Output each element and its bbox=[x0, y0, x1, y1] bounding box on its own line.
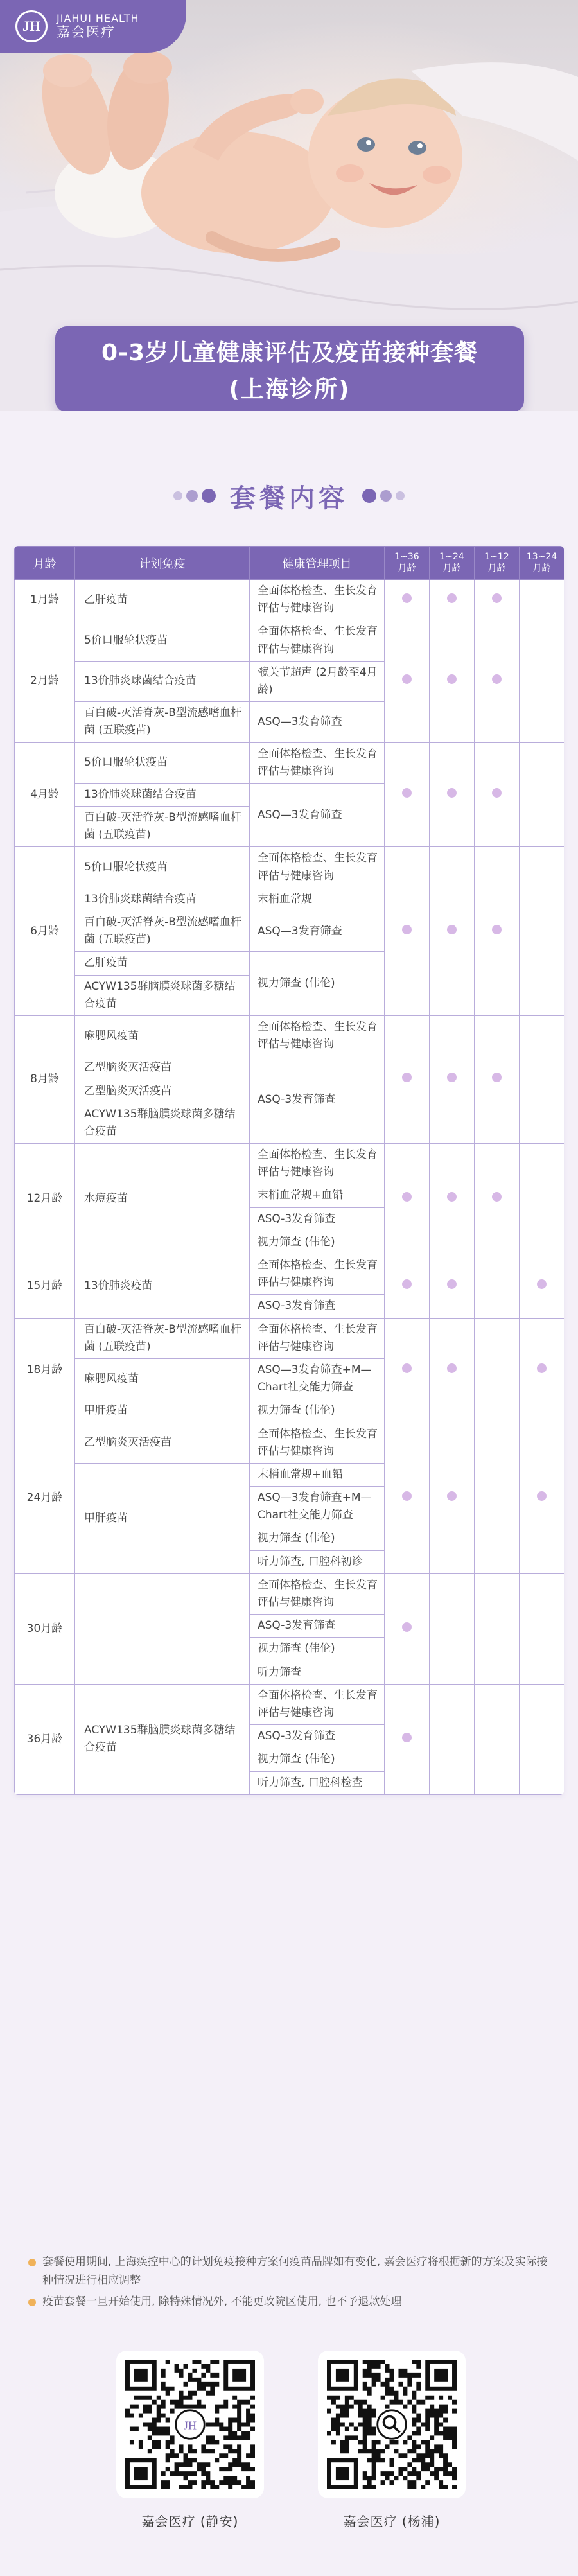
plan-mark-cell bbox=[430, 580, 475, 620]
age-cell: 36月龄 bbox=[15, 1684, 75, 1794]
plan-mark-cell bbox=[475, 1684, 520, 1794]
col-header-1-24: 1~24 月龄 bbox=[430, 547, 475, 580]
included-dot-icon bbox=[402, 1073, 412, 1082]
included-dot-icon bbox=[537, 1363, 547, 1373]
vaccine-cell: 乙型脑炎灭活疫苗 bbox=[75, 1080, 250, 1103]
plan-mark-cell bbox=[385, 1684, 430, 1794]
title-line-1: 0-3岁儿童健康评估及疫苗接种套餐 bbox=[101, 340, 478, 366]
included-dot-icon bbox=[447, 1279, 457, 1289]
vaccine-cell bbox=[75, 1573, 250, 1684]
plan-mark-cell bbox=[520, 1573, 565, 1684]
qr-code-image bbox=[327, 2360, 457, 2489]
included-dot-icon bbox=[402, 1279, 412, 1289]
health-cell: ASQ—3发育筛查+M—Chart社交能力筛查 bbox=[250, 1487, 385, 1527]
col-header-vaccine: 计划免疫 bbox=[75, 547, 250, 580]
page-title bbox=[55, 326, 524, 411]
health-cell: 听力筛查, 口腔科初诊 bbox=[250, 1550, 385, 1573]
table-row bbox=[15, 1684, 565, 1724]
section-header bbox=[0, 477, 578, 515]
included-dot-icon bbox=[447, 593, 457, 603]
decor-dots-right bbox=[362, 489, 405, 503]
table-row bbox=[15, 1573, 565, 1614]
vaccine-cell: 水痘疫苗 bbox=[75, 1144, 250, 1254]
health-cell: ASQ—3发育筛查 bbox=[250, 702, 385, 742]
plan-mark-cell bbox=[385, 1015, 430, 1143]
included-dot-icon bbox=[447, 788, 457, 798]
age-cell: 4月龄 bbox=[15, 742, 75, 847]
note-item bbox=[28, 2293, 555, 2311]
health-cell: 全面体格检查、生长发育评估与健康咨询 bbox=[250, 1015, 385, 1056]
qr-label: 嘉会医疗 (杨浦) bbox=[343, 2514, 441, 2529]
col-header-1-12: 1~12 月龄 bbox=[475, 547, 520, 580]
included-dot-icon bbox=[402, 1733, 412, 1742]
vaccine-cell: ACYW135群脑膜炎球菌多糖结合疫苗 bbox=[75, 1684, 250, 1794]
age-cell: 1月龄 bbox=[15, 580, 75, 620]
age-cell: 8月龄 bbox=[15, 1015, 75, 1143]
table-row bbox=[15, 847, 565, 888]
plan-mark-cell bbox=[520, 847, 565, 1016]
plan-mark-cell bbox=[430, 1318, 475, 1423]
plan-mark-cell bbox=[385, 580, 430, 620]
plan-mark-cell bbox=[385, 1254, 430, 1319]
vaccine-cell: 百白破-灭活脊灰-B型流感嗜血杆菌 (五联疫苗) bbox=[75, 807, 250, 847]
included-dot-icon bbox=[402, 674, 412, 684]
included-dot-icon bbox=[402, 788, 412, 798]
plan-mark-cell bbox=[475, 847, 520, 1016]
table-row bbox=[15, 580, 565, 620]
vaccine-cell: ACYW135群脑膜炎球菌多糖结合疫苗 bbox=[75, 975, 250, 1015]
included-dot-icon bbox=[447, 925, 457, 934]
vaccine-cell: 百白破-灭活脊灰-B型流感嗜血杆菌 (五联疫苗) bbox=[75, 911, 250, 952]
plan-mark-cell bbox=[430, 1684, 475, 1794]
age-cell: 18月龄 bbox=[15, 1318, 75, 1423]
age-cell: 12月龄 bbox=[15, 1144, 75, 1254]
vaccine-cell: 甲肝疫苗 bbox=[75, 1463, 250, 1573]
age-cell: 6月龄 bbox=[15, 847, 75, 1016]
note-item bbox=[28, 2253, 555, 2290]
vaccine-cell: 5价口服轮状疫苗 bbox=[75, 620, 250, 661]
qr-jingan bbox=[113, 2351, 267, 2530]
plan-mark-cell bbox=[520, 580, 565, 620]
age-cell: 15月龄 bbox=[15, 1254, 75, 1319]
title-line-2: (上海诊所) bbox=[229, 376, 351, 403]
health-cell: 视力筛查 (伟伦) bbox=[250, 952, 385, 1016]
included-dot-icon bbox=[447, 1073, 457, 1082]
plan-mark-cell bbox=[520, 1015, 565, 1143]
included-dot-icon bbox=[402, 1363, 412, 1373]
plan-mark-cell bbox=[475, 580, 520, 620]
plan-mark-cell bbox=[385, 1144, 430, 1254]
package-table bbox=[14, 546, 564, 1795]
plan-mark-cell bbox=[385, 1318, 430, 1423]
brand-name-cn: 嘉会医疗 bbox=[57, 24, 116, 40]
svg-text:JH: JH bbox=[183, 2419, 197, 2432]
health-cell: ASQ—3发育筛查 bbox=[250, 783, 385, 847]
health-cell: 全面体格检查、生长发育评估与健康咨询 bbox=[250, 620, 385, 661]
health-cell: 末梢血常规+血铅 bbox=[250, 1184, 385, 1207]
plan-mark-cell bbox=[385, 847, 430, 1016]
health-cell: 视力筛查 (伟伦) bbox=[250, 1399, 385, 1423]
col-header-age: 月龄 bbox=[15, 547, 75, 580]
included-dot-icon bbox=[492, 1192, 502, 1202]
health-cell: 全面体格检查、生长发育评估与健康咨询 bbox=[250, 1684, 385, 1724]
note-text: 疫苗套餐一旦开始使用, 除特殊情况外, 不能更改院区使用, 也不予退款处理 bbox=[42, 2295, 402, 2308]
plan-mark-cell bbox=[520, 1423, 565, 1573]
plan-mark-cell bbox=[475, 1423, 520, 1573]
vaccine-cell: 乙肝疫苗 bbox=[75, 580, 250, 620]
plan-mark-cell bbox=[520, 742, 565, 847]
included-dot-icon bbox=[447, 674, 457, 684]
plan-mark-cell bbox=[385, 1423, 430, 1573]
included-dot-icon bbox=[492, 593, 502, 603]
qr-label: 嘉会医疗 (静安) bbox=[141, 2514, 239, 2529]
health-cell: ASQ-3发育筛查 bbox=[250, 1615, 385, 1638]
table-row bbox=[15, 1423, 565, 1463]
vaccine-cell: 百白破-灭活脊灰-B型流感嗜血杆菌 (五联疫苗) bbox=[75, 702, 250, 742]
decor-dots-left bbox=[173, 489, 216, 503]
plan-mark-cell bbox=[520, 1144, 565, 1254]
included-dot-icon bbox=[492, 925, 502, 934]
plan-mark-cell bbox=[475, 742, 520, 847]
included-dot-icon bbox=[537, 1279, 547, 1289]
table-row bbox=[15, 620, 565, 661]
included-dot-icon bbox=[447, 1192, 457, 1202]
vaccine-cell: 甲肝疫苗 bbox=[75, 1399, 250, 1423]
plan-mark-cell bbox=[520, 1318, 565, 1423]
brand-logo bbox=[0, 0, 186, 53]
qr-code[interactable] bbox=[318, 2351, 466, 2498]
table-row bbox=[15, 1144, 565, 1184]
qr-code-image bbox=[125, 2360, 255, 2489]
plan-mark-cell bbox=[430, 620, 475, 742]
health-cell: ASQ—3发育筛查 bbox=[250, 911, 385, 952]
col-header-13-24: 13~24 月龄 bbox=[520, 547, 565, 580]
plan-mark-cell bbox=[430, 1144, 475, 1254]
plan-mark-cell bbox=[520, 620, 565, 742]
included-dot-icon bbox=[402, 1192, 412, 1202]
plan-mark-cell bbox=[520, 1254, 565, 1319]
vaccine-cell: ACYW135群脑膜炎球菌多糖结合疫苗 bbox=[75, 1103, 250, 1143]
plan-mark-cell bbox=[475, 1573, 520, 1684]
health-cell: 全面体格检查、生长发育评估与健康咨询 bbox=[250, 580, 385, 620]
health-cell: 听力筛查, 口腔科检查 bbox=[250, 1771, 385, 1794]
age-cell: 2月龄 bbox=[15, 620, 75, 742]
plan-mark-cell bbox=[430, 1573, 475, 1684]
plan-mark-cell bbox=[385, 1573, 430, 1684]
plan-mark-cell bbox=[430, 1423, 475, 1573]
vaccine-cell: 乙肝疫苗 bbox=[75, 952, 250, 975]
plan-mark-cell bbox=[430, 847, 475, 1016]
health-cell: ASQ-3发育筛查 bbox=[250, 1725, 385, 1748]
plan-mark-cell bbox=[475, 620, 520, 742]
plan-mark-cell bbox=[475, 1254, 520, 1319]
plan-mark-cell bbox=[430, 1254, 475, 1319]
included-dot-icon bbox=[492, 788, 502, 798]
included-dot-icon bbox=[492, 674, 502, 684]
included-dot-icon bbox=[447, 1363, 457, 1373]
vaccine-cell: 13价肺炎球菌结合疫苗 bbox=[75, 888, 250, 911]
health-cell: ASQ-3发育筛查 bbox=[250, 1295, 385, 1318]
health-cell: 视力筛查 (伟伦) bbox=[250, 1638, 385, 1661]
vaccine-cell: 13价肺炎球菌结合疫苗 bbox=[75, 783, 250, 806]
qr-yangpu bbox=[315, 2351, 469, 2530]
included-dot-icon bbox=[447, 1491, 457, 1501]
health-cell: 髋关节超声 (2月龄至4月龄) bbox=[250, 661, 385, 701]
health-cell: ASQ—3发育筛查+M—Chart社交能力筛查 bbox=[250, 1358, 385, 1399]
included-dot-icon bbox=[402, 925, 412, 934]
qr-code[interactable] bbox=[116, 2351, 264, 2498]
plan-mark-cell bbox=[520, 1684, 565, 1794]
vaccine-cell: 麻腮风疫苗 bbox=[75, 1358, 250, 1399]
plan-mark-cell bbox=[475, 1015, 520, 1143]
table-row bbox=[15, 1318, 565, 1358]
plan-mark-cell bbox=[430, 742, 475, 847]
health-cell: 全面体格检查、生长发育评估与健康咨询 bbox=[250, 1318, 385, 1358]
plan-mark-cell bbox=[430, 1015, 475, 1143]
health-cell: 视力筛查 (伟伦) bbox=[250, 1231, 385, 1254]
plan-mark-cell bbox=[475, 1318, 520, 1423]
plan-mark-cell bbox=[385, 620, 430, 742]
health-cell: 全面体格检查、生长发育评估与健康咨询 bbox=[250, 1573, 385, 1614]
health-cell: 末梢血常规+血铅 bbox=[250, 1463, 385, 1486]
brand-name-en: JIAHUI HEALTH bbox=[57, 12, 139, 24]
col-header-1-36: 1~36 月龄 bbox=[385, 547, 430, 580]
table-header-row bbox=[15, 547, 565, 580]
bullet-icon bbox=[28, 2299, 36, 2306]
plan-mark-cell bbox=[385, 742, 430, 847]
table-row bbox=[15, 1015, 565, 1056]
plan-mark-cell bbox=[475, 1144, 520, 1254]
vaccine-cell: 麻腮风疫苗 bbox=[75, 1015, 250, 1056]
health-cell: 全面体格检查、生长发育评估与健康咨询 bbox=[250, 847, 385, 888]
table-row bbox=[15, 1254, 565, 1295]
vaccine-cell: 乙型脑炎灭活疫苗 bbox=[75, 1423, 250, 1463]
health-cell: 听力筛查 bbox=[250, 1661, 385, 1684]
included-dot-icon bbox=[402, 1622, 412, 1632]
hero-banner bbox=[0, 0, 578, 411]
jiahui-logo-icon: JH bbox=[15, 10, 48, 42]
health-cell: 全面体格检查、生长发育评估与健康咨询 bbox=[250, 1254, 385, 1295]
included-dot-icon bbox=[492, 1073, 502, 1082]
vaccine-cell: 百白破-灭活脊灰-B型流感嗜血杆菌 (五联疫苗) bbox=[75, 1318, 250, 1358]
vaccine-cell: 13价肺炎疫苗 bbox=[75, 1254, 250, 1319]
health-cell: ASQ-3发育筛查 bbox=[250, 1056, 385, 1144]
health-cell: ASQ-3发育筛查 bbox=[250, 1207, 385, 1231]
included-dot-icon bbox=[402, 593, 412, 603]
health-cell: 全面体格检查、生长发育评估与健康咨询 bbox=[250, 742, 385, 783]
table-row bbox=[15, 742, 565, 783]
vaccine-cell: 5价口服轮状疫苗 bbox=[75, 742, 250, 783]
health-cell: 全面体格检查、生长发育评估与健康咨询 bbox=[250, 1144, 385, 1184]
age-cell: 30月龄 bbox=[15, 1573, 75, 1684]
vaccine-cell: 5价口服轮状疫苗 bbox=[75, 847, 250, 888]
vaccine-cell: 13价肺炎球菌结合疫苗 bbox=[75, 661, 250, 701]
included-dot-icon bbox=[402, 1491, 412, 1501]
vaccine-cell: 乙型脑炎灭活疫苗 bbox=[75, 1056, 250, 1080]
age-cell: 24月龄 bbox=[15, 1423, 75, 1573]
section-title: 套餐内容 bbox=[230, 483, 348, 513]
note-text: 套餐使用期间, 上海疾控中心的计划免疫接种方案何疫苗品牌如有变化, 嘉会医疗将根据新的方案及实际接种情况进行相应调整 bbox=[42, 2256, 548, 2287]
health-cell: 视力筛查 (伟伦) bbox=[250, 1527, 385, 1550]
col-header-health: 健康管理项目 bbox=[250, 547, 385, 580]
included-dot-icon bbox=[537, 1491, 547, 1501]
notes bbox=[28, 2253, 555, 2314]
health-cell: 视力筛查 (伟伦) bbox=[250, 1748, 385, 1771]
health-cell: 全面体格检查、生长发育评估与健康咨询 bbox=[250, 1423, 385, 1463]
health-cell: 末梢血常规 bbox=[250, 888, 385, 911]
bullet-icon bbox=[28, 2259, 36, 2266]
